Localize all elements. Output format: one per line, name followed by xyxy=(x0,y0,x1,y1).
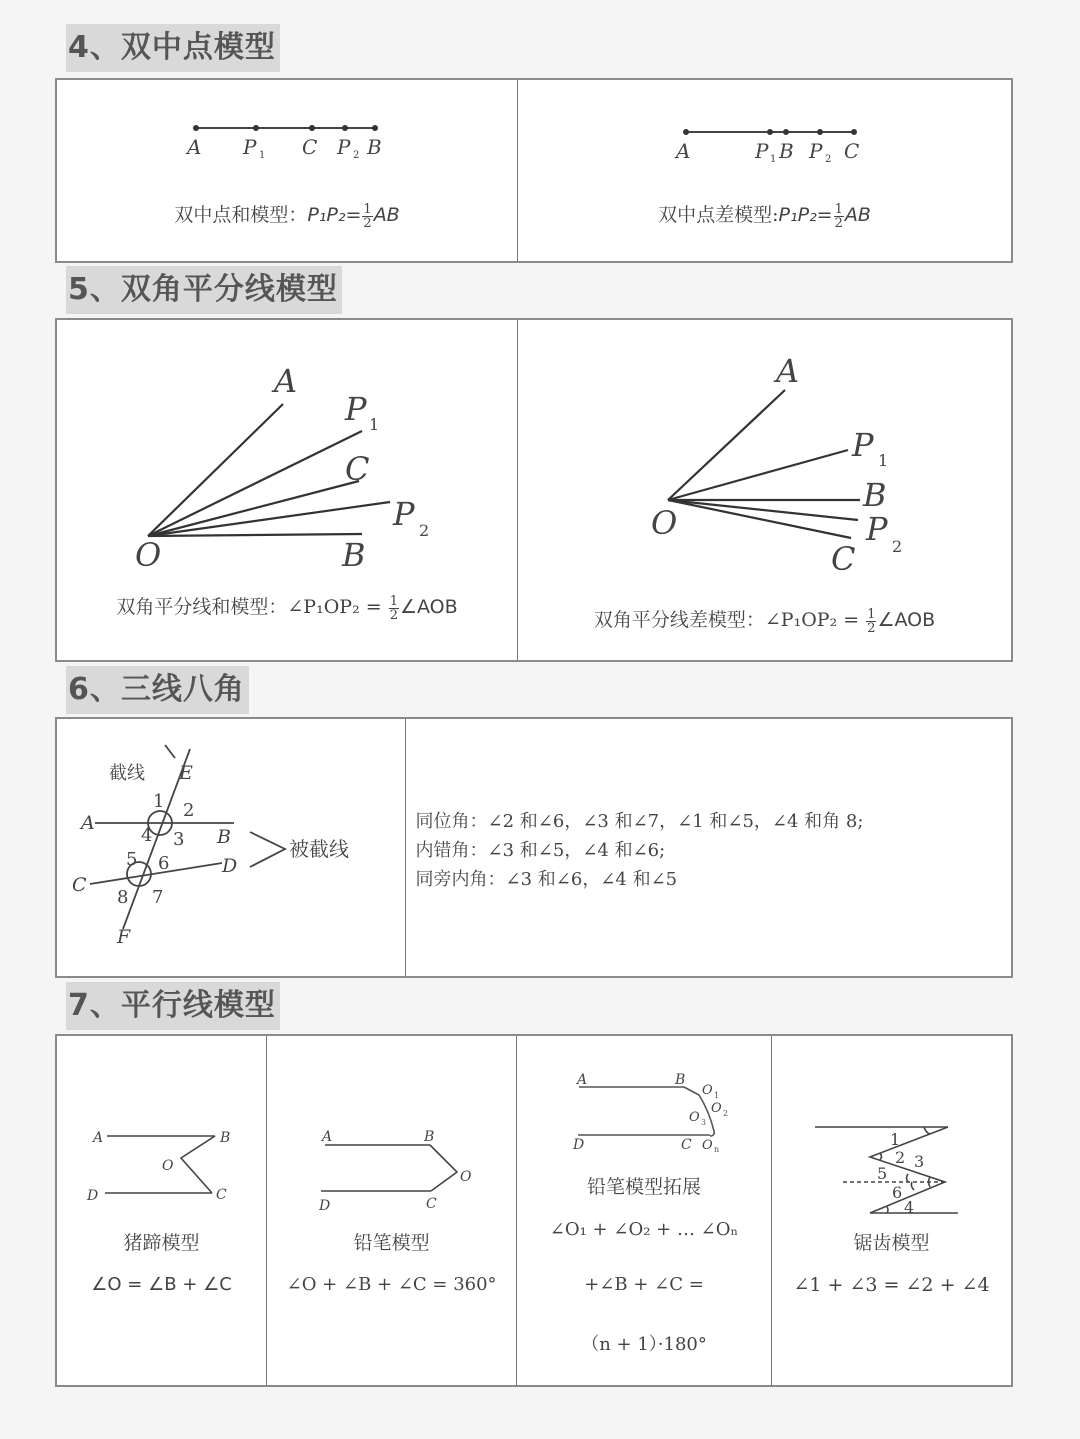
svg-text:6: 6 xyxy=(158,853,170,874)
pencil-extended-formula-line-1: ∠O₁ + ∠O₂ + … ∠Oₙ xyxy=(549,1219,739,1240)
svg-text:A: A xyxy=(676,139,691,163)
pencil-extended-formula-line-2: +∠B + ∠C = xyxy=(584,1274,704,1295)
svg-text:P: P xyxy=(345,390,367,428)
svg-text:O: O xyxy=(135,536,162,574)
svg-text:B: B xyxy=(424,1129,435,1145)
svg-text:C: C xyxy=(216,1187,227,1203)
svg-text:C: C xyxy=(302,135,318,159)
bisector-sum-cell xyxy=(57,320,518,660)
svg-text:B: B xyxy=(220,1130,231,1146)
svg-text:1: 1 xyxy=(259,150,266,161)
svg-text:2: 2 xyxy=(183,800,195,821)
svg-text:2: 2 xyxy=(895,1148,906,1167)
svg-text:D: D xyxy=(319,1198,331,1214)
svg-text:2: 2 xyxy=(825,154,832,165)
svg-text:P: P xyxy=(337,135,351,159)
sawtooth-model-name: 锯齿模型 xyxy=(853,1232,930,1254)
svg-text:F: F xyxy=(117,926,131,948)
pencil-extended-model-name: 铅笔模型拓展 xyxy=(587,1176,702,1198)
pencil-model-cell xyxy=(267,1036,517,1385)
svg-text:3: 3 xyxy=(914,1152,925,1171)
svg-text:C: C xyxy=(426,1196,437,1212)
svg-text:P: P xyxy=(243,135,257,159)
angle-relations-list xyxy=(416,807,864,894)
svg-text:B: B xyxy=(342,536,366,574)
bisector-diff-caption: 双角平分线差模型：∠P₁OP₂ = $\frac{1}{2}$ ∠AOB xyxy=(593,606,936,636)
svg-text:O: O xyxy=(702,1138,713,1153)
pencil-diagram xyxy=(267,1036,518,1389)
section-7-title: 7、平行线模型 xyxy=(66,982,280,1030)
svg-text:7: 7 xyxy=(152,887,164,908)
svg-text:B: B xyxy=(675,1072,686,1088)
three-lines-text-cell xyxy=(406,719,1011,976)
pencil-extended-formula-line-3: （n + 1）·180° xyxy=(581,1334,707,1355)
svg-text:1: 1 xyxy=(369,415,380,434)
svg-text:A: A xyxy=(187,135,202,159)
midpoint-sum-diagram xyxy=(57,80,520,265)
bisector-diff-cell xyxy=(518,320,1011,660)
svg-text:A: A xyxy=(81,812,95,834)
svg-text:O: O xyxy=(162,1158,174,1174)
section-5-title: 5、双角平分线模型 xyxy=(66,266,342,314)
svg-text:4: 4 xyxy=(141,825,153,846)
sawtooth-diagram xyxy=(772,1036,1012,1389)
section-4-table xyxy=(55,78,1013,263)
svg-text:O: O xyxy=(711,1101,722,1116)
svg-text:4: 4 xyxy=(904,1198,915,1217)
svg-text:被截线: 被截线 xyxy=(289,837,349,861)
svg-text:C: C xyxy=(72,874,87,896)
pencil-extended-model-cell xyxy=(517,1036,772,1385)
svg-text:O: O xyxy=(702,1083,713,1098)
svg-text:P: P xyxy=(852,426,874,464)
pig-hoof-model-name: 猪蹄模型 xyxy=(123,1232,200,1254)
sawtooth-model-cell xyxy=(772,1036,1011,1385)
svg-text:5: 5 xyxy=(126,849,138,870)
svg-text:A: A xyxy=(577,1072,588,1088)
svg-text:C: C xyxy=(345,450,370,488)
svg-text:2: 2 xyxy=(892,537,903,556)
svg-text:3: 3 xyxy=(701,1118,707,1127)
alternate-interior-angles-line: 内错角：∠3 和∠5，∠4 和∠6; xyxy=(415,840,666,861)
svg-text:P: P xyxy=(755,139,769,163)
midpoint-diff-diagram xyxy=(518,80,1013,265)
three-lines-diagram-cell xyxy=(57,719,406,976)
svg-text:C: C xyxy=(831,540,856,578)
svg-text:1: 1 xyxy=(153,791,165,812)
svg-text:3: 3 xyxy=(173,829,185,850)
svg-text:O: O xyxy=(651,504,678,542)
svg-text:1: 1 xyxy=(890,1130,901,1149)
svg-text:D: D xyxy=(573,1137,585,1153)
svg-text:2: 2 xyxy=(723,1109,729,1118)
svg-text:1: 1 xyxy=(878,451,889,470)
svg-text:D: D xyxy=(87,1188,99,1204)
svg-text:P: P xyxy=(866,510,888,548)
midpoint-sum-caption: 双中点和模型：P₁P₂= $\frac{1}{2}$ AB xyxy=(174,201,400,231)
midpoint-diff-caption: 双中点差模型:P₁P₂= $\frac{1}{2}$ AB xyxy=(658,201,871,231)
svg-text:8: 8 xyxy=(117,887,129,908)
svg-text:P: P xyxy=(809,139,823,163)
svg-text:C: C xyxy=(844,139,860,163)
bisector-sum-caption: 双角平分线和模型：∠P₁OP₂ = $\frac{1}{2}$ ∠AOB xyxy=(116,593,458,623)
svg-text:B: B xyxy=(779,139,794,163)
sawtooth-formula: ∠1 + ∠3 = ∠2 + ∠4 xyxy=(793,1274,990,1296)
section-7-table xyxy=(55,1034,1013,1387)
pig-hoof-diagram xyxy=(57,1036,268,1389)
same-side-interior-angles-line: 同旁内角：∠3 和∠6，∠4 和∠5 xyxy=(415,869,678,890)
svg-text:B: B xyxy=(217,826,231,848)
svg-text:2: 2 xyxy=(419,521,430,540)
svg-text:截线: 截线 xyxy=(109,763,145,784)
svg-text:6: 6 xyxy=(892,1183,903,1202)
section-5-table xyxy=(55,318,1013,662)
pig-hoof-formula: ∠O = ∠B + ∠C xyxy=(91,1274,232,1295)
pencil-formula: ∠O + ∠B + ∠C = 360° xyxy=(286,1274,497,1295)
pig-hoof-model-cell xyxy=(57,1036,267,1385)
svg-text:O: O xyxy=(689,1110,700,1125)
section-6-title: 6、三线八角 xyxy=(66,666,249,714)
svg-text:1: 1 xyxy=(714,1091,720,1100)
svg-text:1: 1 xyxy=(770,154,777,165)
svg-text:B: B xyxy=(863,476,887,514)
midpoint-sum-cell xyxy=(57,80,518,261)
section-4-title: 4、双中点模型 xyxy=(66,24,280,72)
svg-text:O: O xyxy=(460,1169,472,1185)
svg-text:2: 2 xyxy=(353,150,360,161)
svg-text:n: n xyxy=(714,1145,720,1154)
pencil-model-name: 铅笔模型 xyxy=(353,1232,430,1254)
svg-text:A: A xyxy=(274,362,298,400)
svg-text:A: A xyxy=(93,1130,104,1146)
svg-text:E: E xyxy=(179,762,193,784)
svg-text:A: A xyxy=(322,1129,333,1145)
three-lines-eight-angles-diagram xyxy=(57,719,407,980)
svg-text:B: B xyxy=(367,135,382,159)
svg-text:P: P xyxy=(393,495,415,533)
midpoint-diff-cell xyxy=(518,80,1011,261)
svg-text:5: 5 xyxy=(877,1164,888,1183)
section-6-table xyxy=(55,717,1013,978)
svg-text:A: A xyxy=(776,352,800,390)
svg-text:C: C xyxy=(681,1137,692,1153)
svg-text:D: D xyxy=(222,855,238,877)
corresponding-angles-line: 同位角：∠2 和∠6，∠3 和∠7，∠1 和∠5，∠4 和角 8; xyxy=(415,811,864,832)
